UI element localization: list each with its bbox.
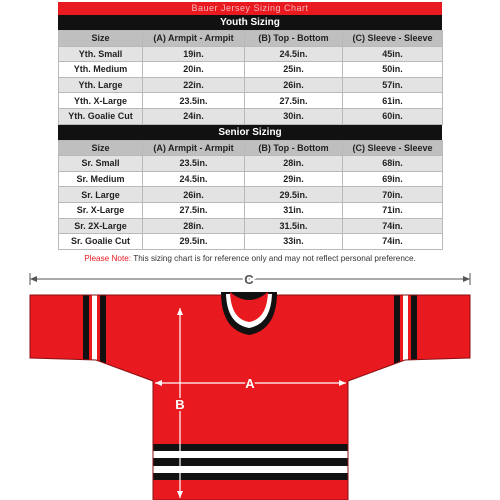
chart-title: Bauer Jersey Sizing Chart	[58, 2, 442, 15]
youth-section-title: Youth Sizing	[58, 15, 442, 30]
youth-header-row	[59, 31, 443, 47]
measurement-cell: 26in.	[143, 187, 245, 203]
column-header: (A) Armpit - Armpit	[143, 31, 245, 47]
table-row	[59, 93, 443, 109]
jersey-diagram	[0, 268, 500, 500]
label-b: B	[175, 397, 185, 412]
measurement-cell: 74in.	[343, 218, 443, 234]
measurement-cell: 23.5in.	[143, 93, 245, 109]
table-row	[59, 202, 443, 218]
measurement-cell: 74in.	[343, 234, 443, 250]
table-row	[59, 171, 443, 187]
column-header: Size	[59, 31, 143, 47]
measurement-cell: 25in.	[245, 62, 343, 78]
table-row	[59, 46, 443, 62]
senior-header-row	[59, 140, 443, 156]
measurement-cell: 24in.	[143, 108, 245, 124]
size-cell: Sr. Small	[59, 156, 143, 172]
table-row	[59, 77, 443, 93]
measurement-cell: 69in.	[343, 171, 443, 187]
size-cell: Sr. Goalie Cut	[59, 234, 143, 250]
column-header: (A) Armpit - Armpit	[143, 140, 245, 156]
table-row	[59, 156, 443, 172]
measurement-cell: 29.5in.	[245, 187, 343, 203]
measurement-cell: 29in.	[245, 171, 343, 187]
senior-table	[58, 140, 443, 250]
measurement-cell: 24.5in.	[143, 171, 245, 187]
label-a: A	[245, 376, 255, 391]
measurement-cell: 33in.	[245, 234, 343, 250]
column-header: Size	[59, 140, 143, 156]
measurement-cell: 22in.	[143, 77, 245, 93]
size-cell: Yth. Small	[59, 46, 143, 62]
size-cell: Yth. Goalie Cut	[59, 108, 143, 124]
measurement-cell: 29.5in.	[143, 234, 245, 250]
measurement-cell: 30in.	[245, 108, 343, 124]
measurement-cell: 23.5in.	[143, 156, 245, 172]
column-header: (C) Sleeve - Sleeve	[343, 31, 443, 47]
size-cell: Sr. Medium	[59, 171, 143, 187]
table-row	[59, 108, 443, 124]
column-header: (B) Top - Bottom	[245, 31, 343, 47]
disclaimer-note	[0, 254, 500, 263]
measurement-cell: 28in.	[143, 218, 245, 234]
measurement-cell: 70in.	[343, 187, 443, 203]
measurement-cell: 31in.	[245, 202, 343, 218]
note-text: This sizing chart is for reference only and may not reflect personal preference.	[131, 254, 416, 263]
measurement-cell: 28in.	[245, 156, 343, 172]
size-cell: Sr. X-Large	[59, 202, 143, 218]
senior-table-body	[59, 156, 443, 250]
measurement-cell: 71in.	[343, 202, 443, 218]
measurement-cell: 31.5in.	[245, 218, 343, 234]
youth-table-body	[59, 46, 443, 124]
measurement-cell: 61in.	[343, 93, 443, 109]
size-cell: Yth. Large	[59, 77, 143, 93]
sizing-chart	[58, 2, 442, 250]
table-row	[59, 187, 443, 203]
size-cell: Yth. X-Large	[59, 93, 143, 109]
column-header: (C) Sleeve - Sleeve	[343, 140, 443, 156]
note-label: Please Note:	[84, 254, 132, 263]
column-header: (B) Top - Bottom	[245, 140, 343, 156]
measurement-cell: 50in.	[343, 62, 443, 78]
measurement-cell: 24.5in.	[245, 46, 343, 62]
measurement-cell: 57in.	[343, 77, 443, 93]
table-row	[59, 218, 443, 234]
measurement-cell: 27.5in.	[143, 202, 245, 218]
measurement-cell: 45in.	[343, 46, 443, 62]
size-cell: Sr. 2X-Large	[59, 218, 143, 234]
measurement-cell: 19in.	[143, 46, 245, 62]
size-cell: Sr. Large	[59, 187, 143, 203]
measurement-cell: 27.5in.	[245, 93, 343, 109]
table-row	[59, 234, 443, 250]
youth-table	[58, 30, 443, 125]
measurement-cell: 26in.	[245, 77, 343, 93]
measurement-cell: 20in.	[143, 62, 245, 78]
size-cell: Yth. Medium	[59, 62, 143, 78]
measurement-cell: 68in.	[343, 156, 443, 172]
label-c: C	[244, 272, 254, 287]
measurement-cell: 60in.	[343, 108, 443, 124]
table-row	[59, 62, 443, 78]
senior-section-title: Senior Sizing	[58, 125, 442, 140]
